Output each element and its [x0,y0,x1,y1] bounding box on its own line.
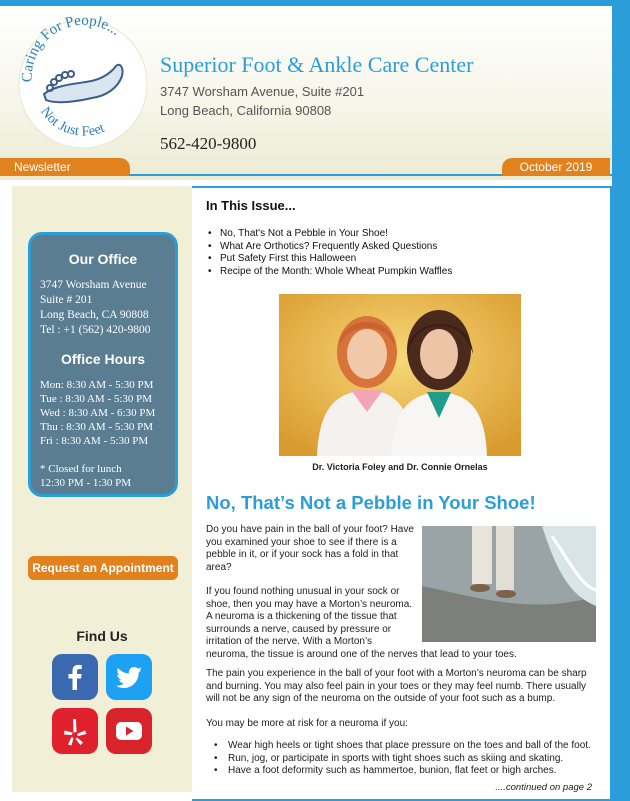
hours-heading: Office Hours [60,351,145,367]
toc-item[interactable]: • Put Safety First this Halloween [206,253,596,266]
sidebar [12,186,192,792]
right-accent-bar [612,0,630,801]
issue-date-tab: October 2019 [502,158,610,176]
hours-row: Tue : 8:30 AM - 5:30 PM [40,393,153,405]
article-title: No, That’s Not a Pebble in Your Shoe! [206,492,536,513]
office-line: Long Beach, CA 90808 [40,309,149,321]
toc-item[interactable]: • No, That's Not a Pebble in Your Shoe! [206,228,596,241]
text-line: area? [206,561,232,573]
text-line: A neuroma is a thickening of the tissue that [206,611,397,622]
doctors-photo [279,294,521,456]
practice-title: Superior Foot & Ankle Care Center [160,52,474,77]
hours-row: Thu : 8:30 AM - 5:30 PM [40,421,154,433]
yelp-icon[interactable] [52,708,98,754]
logo [14,12,152,152]
toc-item[interactable]: • What Are Orthotics? Frequently Asked Questions [206,241,596,254]
logo-tagline-bottom: Not Just Feet [37,104,107,140]
facebook-icon[interactable] [52,654,98,700]
table-of-contents [206,228,596,278]
text-line: pebble in it, or if your sock has a fold in that [206,549,399,560]
article-paragraph-4: You may be more at risk for a neuroma if you: [206,718,408,729]
risk-item: • Have a foot deformity such as hammertoe, bunion, flat feet or high arches. [206,765,598,778]
hours-row: Fri : 8:30 AM - 5:30 PM [40,435,149,447]
office-heading: Our Office [68,251,138,267]
office-info-box [28,232,178,497]
risk-item: • Wear high heels or tight shoes that place pressure on the toes and ball of the foot. [206,740,598,753]
header-address-line1: 3747 Worsham Avenue, Suite #201 [160,84,365,99]
header-address-line2: Long Beach, California 90808 [160,103,332,118]
lunch-note: * Closed for lunch [40,463,122,475]
twitter-icon[interactable] [106,654,152,700]
text-line: The pain you experience in the ball of your foot with a Morton’s neuroma can be sharp [206,668,587,679]
text-line: you examined your shoe to see if there is a [206,536,397,548]
youtube-icon[interactable] [106,708,152,754]
article-paragraph-3 [206,668,598,706]
hours-row: Wed : 8:30 AM - 6:30 PM [40,407,156,419]
risk-list [206,740,598,778]
continued-link[interactable]: ....continued on page 2 [495,782,592,793]
risk-item: • Run, jog, or participate in sports with tight shoes such as skiing and skating. [206,753,598,766]
office-line: 3747 Worsham Avenue [40,279,147,291]
photo-caption: Dr. Victoria Foley and Dr. Connie Ornelas [312,462,488,472]
text-line: surrounds a nerve, caused by pressure or [206,623,392,635]
office-phone: Tel : +1 (562) 420-9800 [40,324,151,336]
text-line: irritation of the nerve. With a Morton’s [206,636,372,647]
article-paragraph-2 [206,586,598,661]
find-us-heading: Find Us [76,628,128,644]
text-line: and burning. You may also feel pain in your toes or they may feel numb. There usually [206,680,587,692]
text-line: shoe, then you may have a Morton’s neuroma. [206,598,413,610]
article-paragraph-1 [206,524,418,574]
request-appointment-button[interactable]: Request an Appointment [28,556,178,580]
hours-row: Mon: 8:30 AM - 5:30 PM [40,379,154,391]
text-line: If you found nothing unusual in your sock or [206,586,400,597]
lunch-hours: 12:30 PM - 1:30 PM [40,477,132,489]
text-line: will not be any sign of the neuroma on the outside of your foot such as a bump. [206,693,556,704]
newsletter-tab: Newsletter [0,158,130,176]
text-line: Do you have pain in the ball of your foot? Have [206,524,414,535]
office-line: Suite # 201 [40,294,93,306]
logo-tagline-top: Caring For People... [19,12,124,83]
header-phone: 562-420-9800 [160,134,257,153]
main-content [192,186,612,801]
in-this-issue-heading: In This Issue... [206,198,296,213]
toc-item[interactable]: • Recipe of the Month: Whole Wheat Pumpkin Waffles [206,266,596,279]
text-line: neuroma, the tissue is around one of the nerves that lead to your toes. [206,648,517,660]
